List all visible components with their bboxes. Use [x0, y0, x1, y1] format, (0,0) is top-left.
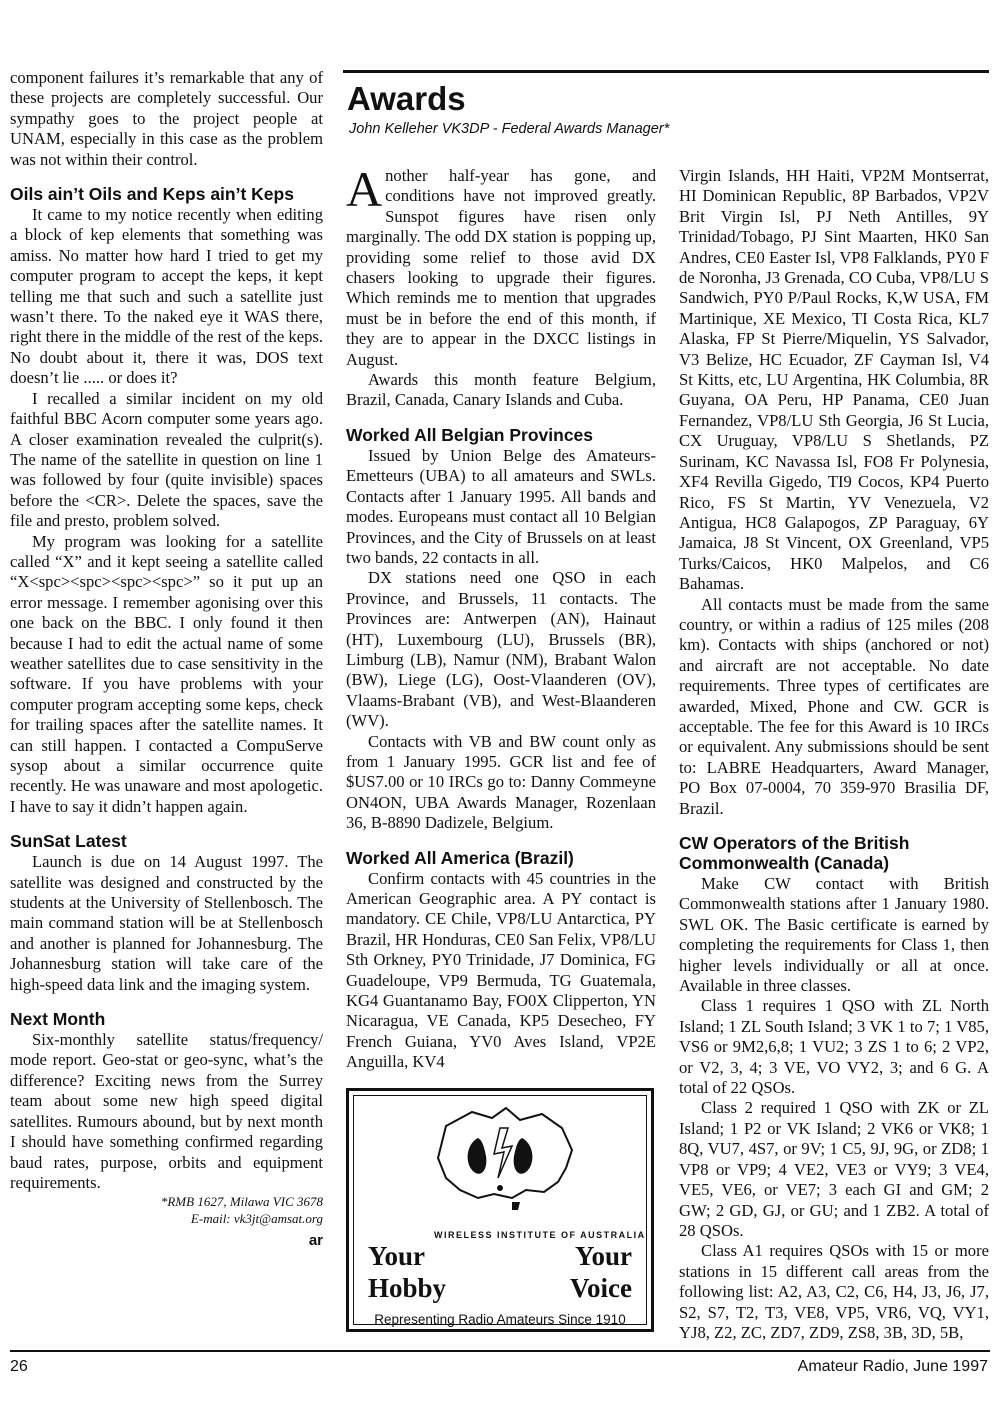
paragraph: Class 2 required 1 QSO with ZK or ZL Island; 1 P2 or VK Island; 2 VK6 or VK8; 1 8Q, VU7, 4S7, or 9V; 1 C5, 9J, 9G, or ZD8; 1 VP8 or VP9; 4 VE2, VE3 or VY9; 3 VE4, VE5, VE6, or VE7; 3 each GI and GM; 2 GW; 2 GD, GJ, or GU; and 1 ZB2. A total of 28 QSOs.	[679, 1098, 989, 1240]
heading-cw-operators: CW Operators of the British Commonwealth (Canada)	[679, 833, 910, 873]
paragraph: Issued by Union Belge des Amateurs-Emetteurs (UBA) to all amateurs and SWLs. Contacts after 1 January 1995. All bands and modes. Europeans must contact all 10 Belgian Provinces, and the City of Brussels on at least two bands, 22 contacts in all.	[346, 445, 656, 567]
column-middle	[346, 161, 656, 1073]
paragraph: Six-monthly satellite status/frequency/ mode report. Geo-stat or geo-sync, what’s the difference? Exciting news from the Surrey team about some new high speed digital satellites. Rumours abound, but by next month I should have something confirmed regarding baud rates, purpose, orbits and equipment requirements.	[10, 1030, 323, 1192]
heading-next-month: Next Month	[10, 1009, 106, 1030]
ad-voice: Voice	[570, 1273, 632, 1303]
heading-brazil: Worked All America (Brazil)	[346, 847, 574, 868]
paragraph-intro: Another half-year has gone, and conditions have not improved greatly. Sunspot figures have risen only marginally. The odd DX station is popping up, providing some relief to those avid DX chasers looking to upgrade their figures. Which reminds me to mention that upgrades must be in before the end of this month, if they are to appear in the DXCC listings in August.	[346, 161, 656, 369]
byline: John Kelleher VK3DP - Federal Awards Manager*	[349, 121, 670, 137]
column-right	[679, 166, 989, 1343]
ad-tagline: Representing Radio Amateurs Since 1910	[374, 1312, 626, 1327]
publication-title: Amateur Radio, June 1997	[797, 1358, 988, 1375]
section-title: Awards	[347, 80, 466, 117]
paragraph: DX stations need one QSO in each Province, and Brussels, 11 contacts. The Provinces are: Antwerpen (AN), Hainaut (HT), Luxembourg (LU), Brussels (BR), Limburg (LB), Namur (NM), Brabant Walon (BW), Liege (LG), Oost-Vlaanderen (OV), Vlaams-Brabant (VB), and West-Blaanderen (WV).	[346, 568, 656, 731]
paragraph: Awards this month feature Belgium, Brazil, Canada, Canary Islands and Cuba.	[346, 370, 656, 410]
paragraph: Contacts with VB and BW count only as from 1 January 1995. GCR list and fee of $US7.00 or 10 IRCs go to: Danny Commeyne ON4ON, UBA Awards Manager, Rozenlaan 36, B-8890 Dadizele, Belgium.	[346, 731, 656, 833]
paragraph: Virgin Islands, HH Haiti, VP2M Montserrat, HI Dominican Republic, 8P Barbados, VP2V Brit Virgin Isl, PJ Neth Antilles, 9Y Trinidad/Tobago, PJ Sint Maarten, HK0 San Andres, CE0 Easter Isl, VP8 Falklands, PY0 F de Noronha, J3 Grenada, CO Cuba, VP8/LU S Sandwich, PY0 P/Paul Rocks, K,W USA, FM Martinique, XE Mexico, TI Costa Rica, KL7 Alaska, FP St Pierre/Miquelin, YS Salvador, V3 Belize, HC Ecuador, ZF Cayman Isl, V4 St Kitts, etc, LU Argentina, HK Columbia, 8R Guyana, OA Peru, HP Panama, CE0 Juan Fernandez, VP8/LU Sth Georgia, J6 St Lucia, CX Uruguay, VP8/LU S Shetlands, PZ Surinam, KC Navassa Isl, FO8 Fr Polynesia, XF4 Revilla Gigedo, TI9 Cocos, KP4 Puerto Rico, FS St Martin, YV Venezuela, V2 Antigua, HC8 Galapogos, ZP Paraguay, 6Y Jamaica, J8 St Vincent, OX Greenland, VP5 Turks/Caicos, HK0 Malpelos, and C6 Bahamas.	[679, 166, 989, 594]
heading-belgian: Worked All Belgian Provinces	[346, 424, 594, 445]
ad-your-voice: Your	[574, 1241, 632, 1271]
paragraph: Confirm contacts with 45 countries in the American Geographic area. A PY contact is mandatory. CE Chile, VP8/LU Antarctica, PY Brazil, HR Honduras, CE0 San Felix, VP8/LU Sth Orkney, PY0 Trinidade, J7 Dominica, FG Guadeloupe, VP9 Bermuda, TG Guatemala, KG4 Guantanamo Bay, FO0X Clipperton, YN Nicaragua, VE Canada, KP5 Desecheo, FY French Guiana, YV0 Aves Island, VP2E Anguilla, KV4	[346, 868, 656, 1072]
paragraph: My program was looking for a satellite called “X” and it kept seeing a satellite called “X<spc><spc><spc><spc>” so it put up an error message. I remember agonising over this one back on the BBC. I only found it then because I had to edit the actual name of some weather satellites due to case sensitivity in the software. If you have problems with your computer program accepting some keps, check for trailing spaces after the satellite names. It can still happen. I contacted a CompuServe sysop about a similar occurrence quite recently. He was unaware and most apologetic. I have to say it didn’t happen again.	[10, 531, 323, 816]
paragraph: Class 1 requires 1 QSO with ZL North Island; 1 ZL South Island; 3 VK 1 to 7; 1 V85, VS6 or 9M2,6,8; 1 VU2; 3 ZS 1 to 6; 2 VP2, or V2, 3, 4; 3 VE, VO VY2, 3; and 6 G. A total of 22 QSOs.	[679, 996, 989, 1098]
paragraph: It came to my notice recently when editing a block of kep elements that something was amiss. No matter how hard I tried to get my computer program to accept the keps, it kept telling me that such and such a satellite just wasn’t there. To the naked eye it WAS there, right there in the middle of the rest of the keps. No doubt about it, there it was, DOS text doesn’t lie ..... or does it?	[10, 205, 323, 388]
end-mark: ar	[308, 1232, 323, 1250]
ad-your-hobby: Your	[368, 1241, 426, 1271]
drop-cap: A	[346, 161, 383, 217]
wia-logo-icon	[394, 1098, 646, 1248]
ad-hobby: Hobby	[368, 1273, 447, 1303]
paragraph: I recalled a similar incident on my old faithful BBC Acorn computer some years ago. A closer examination revealed the culprit(s). The name of the satellite in question on line 1 was followed by four (quite invisible) spaces before the <CR>. Delete the spaces, save the file and presto, problem solved.	[10, 388, 323, 531]
author-address: *RMB 1627, Milawa VIC 3678	[160, 1194, 323, 1210]
paragraph: Launch is due on 14 August 1997. The satellite was designed and constructed by the students at the University of Stellenbosch. The main command station will be at Stellenbosch and another is planned for Johannesburg. The Johannesburg station will take care of the high-speed data link and the imaging system.	[10, 852, 323, 994]
wia-advertisement	[346, 1088, 654, 1332]
paragraph: component failures it’s remarkable that any of these projects are completely successful. Our sympathy goes to the project people at UNAM, especially in this case as the problem was not within their control.	[10, 68, 323, 169]
paragraph: Make CW contact with British Commonwealth stations after 1 January 1980. SWL OK. The Basic certificate is earned by completing the requirements for Class 1, then higher levels individually or all at once. Available in three classes.	[679, 874, 989, 996]
paragraph: All contacts must be made from the same country, or within a radius of 125 miles (208 km). Contacts with ships (anchored or not) and aircraft are not acceptable. No date requirements. Three types of certificates are awarded, Mixed, Phone and CW. GCR is acceptable. The fee for this Award is 10 IRCs or equivalent. Any submissions should be sent to: LABRE Headquarters, Award Manager, PO Box 07-0004, 70 359-970 Brasilia DF, Brazil.	[679, 594, 989, 818]
page-number: 26	[10, 1358, 28, 1375]
paragraph: Class A1 requires QSOs with 15 or more stations in 15 different call areas from the following list: A2, A3, C2, C6, H4, J3, J6, J7, S2, S7, T2, T3, VE8, VP5, VR6, VQ, VY1, YJ8, Z2, ZC, ZD7, ZD9, ZS8, 3B, 3D, 5B,	[679, 1241, 989, 1342]
heading-sunsat: SunSat Latest	[10, 831, 127, 852]
logo-text: WIRELESS INSTITUTE OF AUSTRALIA	[434, 1230, 646, 1240]
footer-divider	[10, 1350, 990, 1352]
heading-oils-keps: Oils ain’t Oils and Keps ain’t Keps	[10, 184, 294, 205]
column-left	[10, 68, 323, 1252]
author-email: E-mail: vk3jt@amsat.org	[190, 1211, 323, 1227]
awards-header	[343, 70, 989, 137]
